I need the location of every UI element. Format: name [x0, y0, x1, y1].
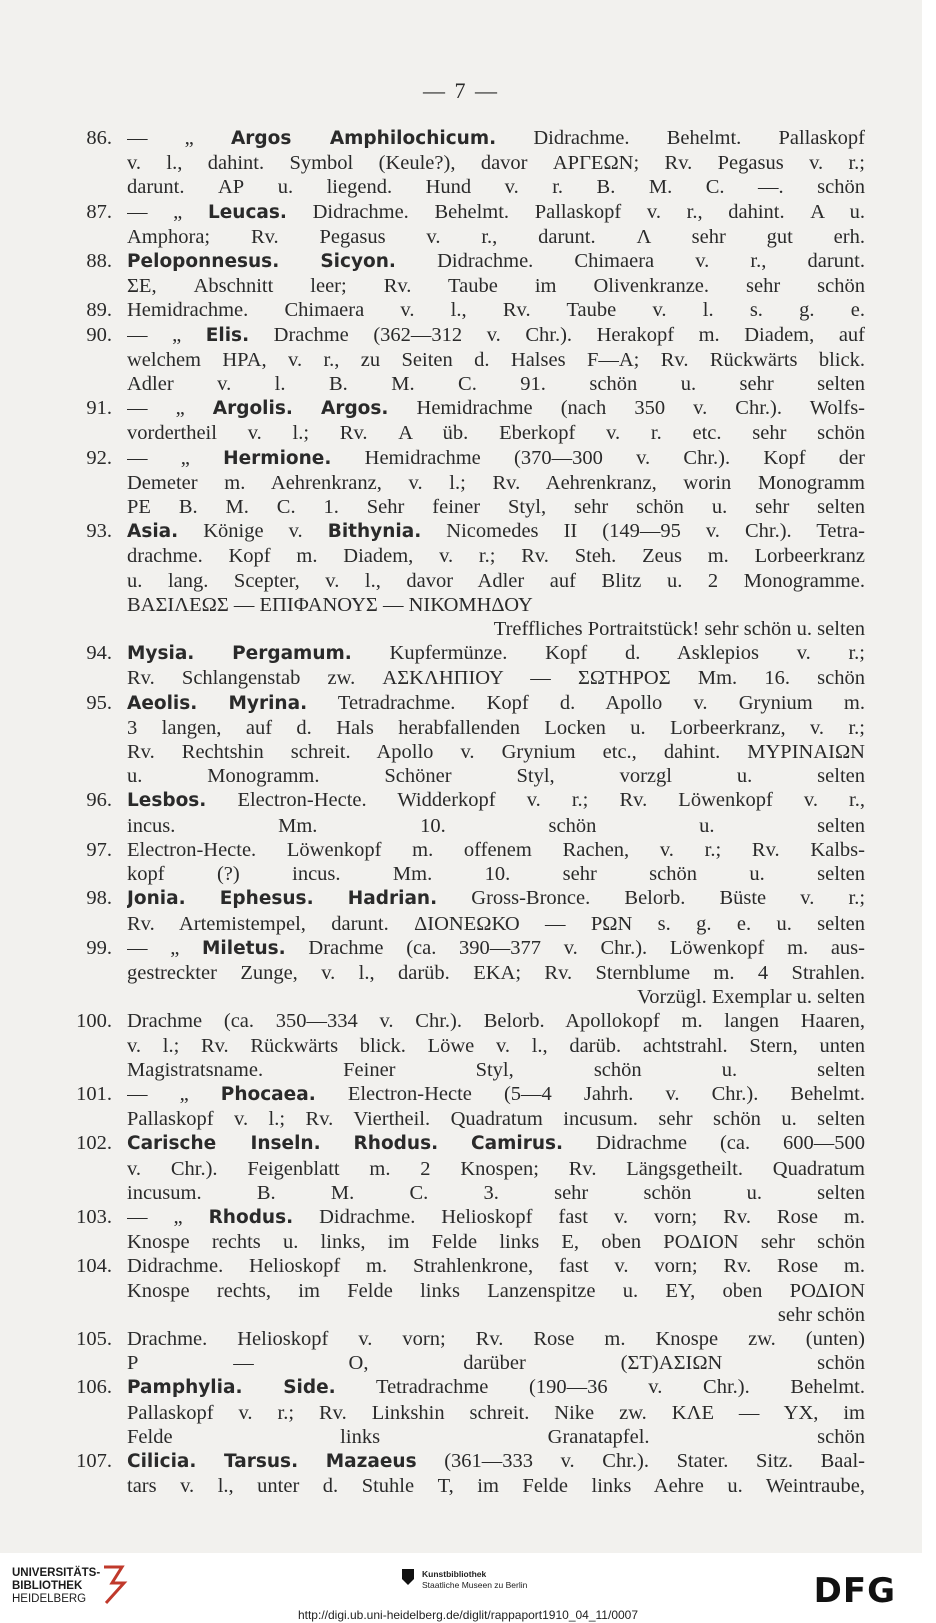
entry-text [243, 1376, 284, 1398]
dfg-logo[interactable]: DFG [813, 1571, 896, 1611]
entry-number: 104. [76, 1255, 112, 1278]
entry-line [127, 569, 865, 593]
catalogue-entry [0, 886, 922, 935]
entry-line [127, 1449, 865, 1474]
heading-term: Myrina. [228, 692, 308, 714]
entry-line [127, 225, 865, 249]
entry-line [127, 1303, 865, 1327]
entry-line [127, 838, 865, 862]
entry-text [321, 1132, 354, 1154]
entry-text: Ρ — Ο, darüber (ΣΤ)ΑΣΙΩΝ schön [127, 1352, 865, 1375]
entry-number: 103. [76, 1205, 112, 1228]
heading-term: Carische Inseln. [127, 1133, 321, 1155]
heading-term: Tarsus. [224, 1450, 299, 1472]
entry-number: 96. [86, 789, 112, 812]
entry-line [127, 126, 865, 151]
entry-text: Rv. Schlangenstab zw. ΑΣΚΛΗΠΙΟΥ — ΣΩΤΗΡΟΣ Mm. 16. schön [127, 667, 865, 690]
entry-text: gestreckter Zunge, v. l., darüb. ΕΚΑ; Rv. Sternblume m. 4 Strahlen. [127, 961, 865, 984]
heading-term: Peloponnesus. [127, 251, 280, 273]
entry-text: (361—333 v. Chr.). Stater. Sitz. Baal- [416, 1449, 865, 1472]
heading-term: Bithynia. [327, 521, 422, 543]
entry-number: 97. [86, 838, 112, 861]
heading-term: Asia. [127, 521, 179, 543]
entry-line [127, 323, 865, 348]
entry-text: u. Monogramm. Schöner Styl, vorzgl u. selten [127, 765, 865, 788]
entry-line [127, 495, 865, 519]
entry-line [127, 764, 865, 788]
entry-text: Nicomedes II (149—95 v. Chr.). Tetra- [421, 520, 865, 543]
entry-line [127, 814, 865, 838]
entry-number: 102. [76, 1132, 112, 1155]
entry-line [127, 151, 865, 175]
entry-number: 91. [86, 397, 112, 420]
catalogue-entry [0, 1205, 922, 1254]
entry-text: Pallaskopf v. l.; Rv. Viertheil. Quadratum incusum. sehr schön u. selten [127, 1108, 865, 1131]
entry-text: Electron-Hecte. Löwenkopf m. offenem Rachen, v. r.; Rv. Kalbs- [127, 838, 865, 861]
heading-term: Hermione. [223, 447, 332, 469]
heading-term: Jonia. [127, 888, 186, 910]
entry-number: 106. [76, 1376, 112, 1399]
entry-text: darunt. ΑΡ u. liegend. Hund v. r. B. M. C. —. schön [127, 176, 865, 199]
entry-line [127, 1205, 865, 1230]
catalogue-entry [0, 1082, 922, 1131]
entry-text: vordertheil v. l.; Rv. Α üb. Eberkopf v. r. etc. sehr schön [127, 422, 865, 445]
entry-line [127, 740, 865, 764]
entry-text: Drachme. Helioskopf v. vorn; Rv. Rose m. Knospe zw. (unten) [127, 1327, 865, 1350]
entry-text: Didrachme. Chimaera v. r., darunt. [395, 250, 865, 273]
entry-line [127, 617, 865, 641]
entry-text: Tetradrachme (190—36 v. Chr.). Behelmt. [335, 1376, 865, 1399]
catalogue-entry [0, 126, 922, 200]
entry-number: 90. [86, 323, 112, 346]
entry-line [127, 641, 865, 666]
entry-line [127, 1034, 865, 1058]
catalogue-entry [0, 691, 922, 789]
heading-term: Leucas. [207, 201, 287, 223]
entry-number: 105. [76, 1327, 112, 1350]
entry-number: 95. [86, 691, 112, 714]
entry-text [293, 397, 321, 419]
entry-text: Könige v. [178, 520, 328, 543]
entry-line [127, 1009, 865, 1033]
entry-text: Knospe rechts u. links, im Felde links Ε, oben ΡΟΔΙΟΝ sehr schön [127, 1231, 865, 1254]
heading-term: Rhodus. [353, 1133, 439, 1155]
heading-term: Mysia. [127, 643, 195, 665]
entry-line [127, 1157, 865, 1181]
entry-text [438, 1132, 471, 1154]
entry-line [127, 372, 865, 396]
entry-line [127, 1131, 865, 1156]
entry-line [127, 936, 865, 961]
heading-term: Side. [283, 1377, 336, 1399]
entry-line [127, 1279, 865, 1303]
entry-text: — „ [127, 1082, 221, 1105]
entry-line [127, 1327, 865, 1351]
entry-line [127, 348, 865, 372]
entry-text: Gross-Bronce. Belorb. Büste v. r.; [437, 887, 865, 910]
entry-number: 93. [86, 520, 112, 543]
entry-number: 86. [86, 127, 112, 149]
heading-term: Miletus. [202, 937, 286, 959]
catalogue-entry [0, 1375, 922, 1449]
page-number: — 7 — [423, 78, 499, 103]
catalogue-entry [0, 298, 922, 322]
catalogue-entry [0, 641, 922, 690]
footer-bar [0, 1553, 936, 1623]
ub-logo-line2: BIBLIOTHEK [12, 1580, 83, 1592]
kb-logo-line1: Kunstbibliothek [422, 1569, 487, 1579]
heading-term: Argos Amphilochicum. [230, 128, 497, 149]
entry-text: — „ [127, 446, 224, 469]
entry-number: 88. [86, 250, 112, 273]
scan-edge [922, 0, 936, 1553]
heading-term: Sicyon. [320, 251, 396, 273]
ub-heidelberg-logo[interactable] [12, 1567, 100, 1606]
entry-text: v. l., dahint. Symbol (Keule?), davor ΑΡΓΕΩΝ; Rv. Pegasus v. r.; [127, 152, 865, 175]
entry-text: sehr schön [777, 1303, 865, 1326]
entry-text: welchem ΗΡΑ, v. r., zu Seiten d. Halses F—A; Rv. Rückwärts blick. [127, 348, 865, 371]
entry-line [127, 691, 865, 716]
entry-text [314, 887, 348, 909]
entry-line [127, 471, 865, 495]
ub-emblem-icon [98, 1563, 128, 1607]
entry-text: Didrachme. Helioskopf m. Strahlenkrone, fast v. vorn; Rv. Rose m. [127, 1255, 865, 1278]
entry-text: Amphora; Rv. Pegasus v. r., darunt. Λ sehr gut erh. [127, 225, 865, 248]
entry-text: ΡΕ B. M. C. 1. Sehr feiner Styl, sehr schön u. sehr selten [127, 496, 865, 519]
entry-text: Hemidrachme (370—300 v. Chr.). Kopf der [331, 446, 865, 469]
catalogue-entry [0, 519, 922, 641]
entry-text: Didrachme. Helioskopf fast v. vorn; Rv. Rose m. [293, 1205, 865, 1228]
catalogue-entry [0, 1131, 922, 1205]
entry-text: 3 langen, auf d. Hals herabfallenden Locken u. Lorbeerkranz, v. r.; [127, 716, 865, 739]
catalogue-entry [0, 838, 922, 886]
entry-line [127, 886, 865, 911]
entry-text [196, 1450, 224, 1472]
entry-line [127, 1425, 865, 1449]
entry-line [127, 446, 865, 471]
entry-number: 107. [76, 1449, 112, 1472]
entry-text: v. l.; Rv. Rückwärts blick. Löwe v. l., darüb. achtstrahl. Stern, unten [127, 1034, 865, 1057]
entry-text: drachme. Kopf m. Diadem, v. r.; Rv. Steh. Zeus m. Lorbeerkranz [127, 545, 865, 568]
entry-line [127, 985, 865, 1009]
entry-text: Rv. Rechtshin schreit. Apollo v. Grynium etc., dahint. ΜΥΡΙΝΑΙΩΝ [127, 741, 865, 764]
entry-line [127, 788, 865, 813]
entry-text: — „ [127, 127, 231, 149]
catalogue-entry [0, 1254, 922, 1327]
entry-text: Pallaskopf v. r.; Rv. Linkshin schreit. Nike zw. ΚΛΕ — ΥΧ, im [127, 1401, 865, 1424]
entry-text: tars v. l., unter d. Stuhle Τ, im Felde links Aehre u. Weintraube, [127, 1475, 865, 1498]
entry-line [127, 1058, 865, 1082]
entry-text: — „ [127, 323, 206, 346]
catalogue-entry [0, 788, 922, 837]
catalogue-entry [0, 446, 922, 520]
entry-text: — „ [127, 200, 208, 223]
entry-text: Drachme (ca. 390—377 v. Chr.). Löwenkopf m. aus- [285, 936, 865, 959]
entry-text [194, 642, 232, 664]
entry-line [127, 298, 865, 322]
entry-line [127, 1375, 865, 1400]
entry-text: Magistratsname. Feiner Styl, schön u. selten [127, 1058, 865, 1081]
entry-line [127, 593, 865, 617]
entry-line [127, 1181, 865, 1205]
heading-term: Lesbos. [127, 790, 207, 812]
entry-number: 87. [86, 200, 112, 223]
entry-line [127, 519, 865, 544]
entry-text: u. lang. Scepter, v. l., davor Adler auf Blitz u. 2 Monogramme. [127, 569, 865, 592]
entry-line [127, 544, 865, 568]
entry-line [127, 912, 865, 936]
entry-line [127, 1107, 865, 1131]
entry-line [127, 961, 865, 985]
entry-number: 99. [86, 936, 112, 959]
catalogue-entry [0, 936, 922, 1010]
entry-line [127, 1230, 865, 1254]
entry-line [127, 175, 865, 199]
heading-term: Argolis. [212, 398, 293, 420]
heading-term: Argos. [321, 398, 389, 420]
entry-text: Hemidrachme (nach 350 v. Chr.). Wolfs- [388, 397, 865, 420]
heading-term: Aeolis. [127, 692, 198, 714]
entry-text: Didrachme. Behelmt. Pallaskopf v. r., dahint. Α u. [286, 200, 865, 223]
entry-text: Electron-Hecte. Widderkopf v. r.; Rv. Löwenkopf v. r., [206, 789, 865, 812]
entry-line [127, 421, 865, 445]
entry-text: — „ [127, 1205, 209, 1228]
heading-term: Pergamum. [232, 643, 352, 665]
entry-text: Kupfermünze. Kopf d. Asklepios v. r.; [351, 642, 865, 665]
heading-term: Camirus. [471, 1133, 564, 1155]
entry-line [127, 862, 865, 886]
entry-number: 89. [86, 299, 112, 322]
entry-line [127, 396, 865, 421]
entry-text: Drachme (ca. 350—334 v. Chr.). Belorb. Apollokopf m. langen Haaren, [127, 1010, 865, 1033]
entry-text: — „ [127, 936, 202, 959]
entry-text: Knospe rechts, im Felde links Lanzenspitze u. ΕΥ, oben ΡΟΔΙΟΝ [127, 1279, 865, 1302]
heading-term: Rhodus. [208, 1206, 294, 1228]
entry-text: Rv. Artemistempel, darunt. ΔΙΟΝΕΩΚΟ — ΡΩΝ s. g. e. u. selten [127, 912, 865, 935]
entry-text: Didrachme. Behelmt. Pallaskopf [496, 127, 865, 149]
catalogue-entry [0, 1327, 922, 1375]
entry-text: Vorzügl. Exemplar u. selten [637, 986, 865, 1009]
entry-text: v. Chr.). Feigenblatt m. 2 Knospen; Rv. Längsgetheilt. Quadratum [127, 1157, 865, 1180]
entry-line [127, 1082, 865, 1107]
entry-text: Tetradrachme. Kopf d. Apollo v. Grynium m. [307, 691, 865, 714]
heading-term: Ephesus. [219, 888, 314, 910]
heading-term: Elis. [205, 324, 250, 346]
entry-number: 94. [86, 642, 112, 665]
entry-number: 101. [76, 1082, 112, 1105]
entry-line [127, 1254, 865, 1278]
catalogue-entry [0, 396, 922, 445]
entry-line [127, 716, 865, 740]
entry-text: kopf (?) incus. Mm. 10. sehr schön u. selten [127, 863, 865, 886]
entry-number: 98. [86, 887, 112, 910]
entry-line [127, 1474, 865, 1498]
entry-text [186, 887, 220, 909]
kunstbibliothek-emblem-icon [400, 1567, 416, 1587]
entry-text [279, 250, 320, 272]
entry-text: incusum. B. M. C. 3. sehr schön u. selten [127, 1181, 865, 1204]
entry-text: Adler v. l. B. M. C. 91. schön u. sehr selten [127, 373, 865, 396]
catalogue-entry [0, 249, 922, 298]
entry-line [127, 249, 865, 274]
catalogue-entry [0, 1009, 922, 1082]
entry-text: incus. Mm. 10. schön u. selten [127, 814, 865, 837]
entry-text [298, 1450, 326, 1472]
entry-text: Drachme (362—312 v. Chr.). Herakopf m. Diadem, auf [249, 323, 865, 346]
catalogue-entry [0, 200, 922, 249]
entry-text: ΒΑΣΙΛΕΩΣ — ΕΠΙΦΑΝΟΥΣ — ΝΙΚΟΜΗΔΟΥ [127, 593, 533, 616]
entry-line [127, 666, 865, 690]
entry-text: Treffliches Portraitstück! sehr schön u. selten [493, 618, 865, 641]
entry-text: — „ [127, 397, 213, 420]
entry-text [197, 692, 228, 714]
heading-term: Phocaea. [220, 1083, 316, 1105]
entry-text: Didrachme (ca. 600—500 [563, 1132, 865, 1155]
entry-line [127, 200, 865, 225]
entry-line [127, 1351, 865, 1375]
entry-text: Felde links Granatapfel. schön [127, 1425, 865, 1448]
catalogue-entry [0, 323, 922, 397]
catalogue-entry [0, 1449, 922, 1498]
catalogue-entries [0, 126, 922, 1498]
ub-logo-line3: HEIDELBERG [12, 1593, 87, 1605]
entry-text: ΣΕ, Abschnitt leer; Rv. Taube im Olivenkranze. sehr schön [127, 275, 865, 298]
heading-term: Hadrian. [347, 888, 438, 910]
kb-logo-line2: Staatliche Museen zu Berlin [422, 1580, 528, 1590]
heading-term: Cilicia. [127, 1450, 197, 1472]
entry-text: Electron-Hecte (5—4 Jahrh. v. Chr.). Behelmt. [315, 1082, 865, 1105]
entry-line [127, 1401, 865, 1425]
entry-line [127, 274, 865, 298]
source-url[interactable]: http://digi.ub.uni-heidelberg.de/diglit/rappaport1910_04_11/0007 [297, 1608, 639, 1622]
entry-number: 92. [86, 446, 112, 469]
entry-number: 100. [76, 1010, 112, 1033]
entry-text: Demeter m. Aehrenkranz, v. l.; Rv. Aehrenkranz, worin Monogramm [127, 471, 865, 494]
heading-term: Mazaeus [325, 1450, 417, 1472]
entry-text: Hemidrachme. Chimaera v. l., Rv. Taube v. l. s. g. e. [127, 299, 865, 322]
heading-term: Pamphylia. [127, 1377, 243, 1399]
ub-logo-line1: UNIVERSITÄTS- [12, 1567, 101, 1579]
